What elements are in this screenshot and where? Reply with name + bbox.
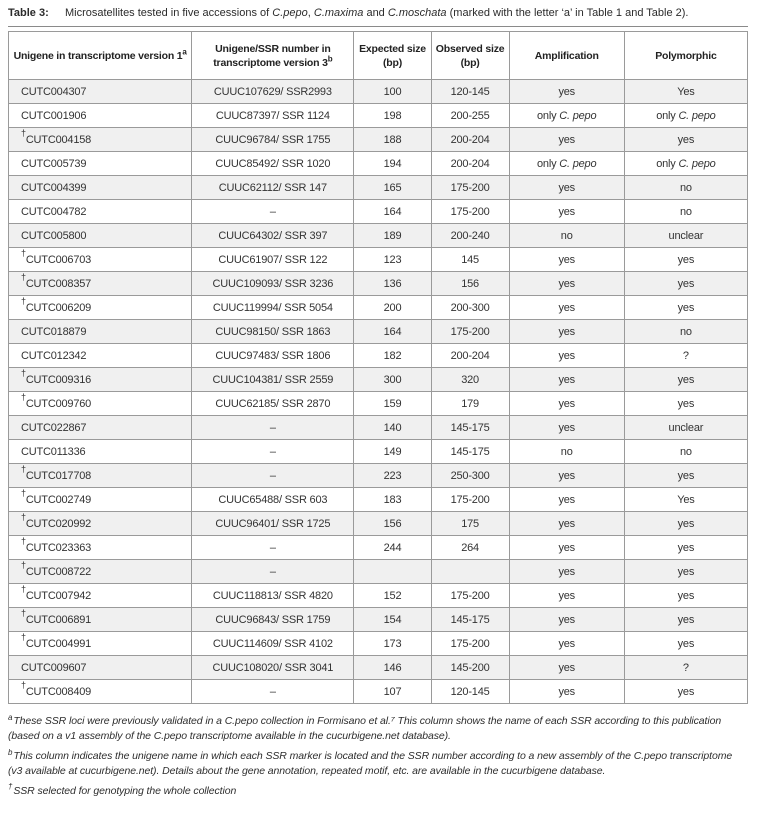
cell-unigene-ssr-v3: – [192, 440, 354, 464]
cell-amplification: no [509, 440, 624, 464]
cell-observed-size: 175 [431, 512, 509, 536]
cell-expected-size: 140 [354, 416, 431, 440]
cell-amplification: yes [509, 656, 624, 680]
table-row [9, 464, 748, 488]
table-row [9, 440, 748, 464]
cell-unigene-ssr-v3: – [192, 416, 354, 440]
cell-unigene-v1: †CUTC008357 [9, 272, 192, 296]
cell-polymorphic: yes [624, 560, 747, 584]
cell-amplification: no [509, 224, 624, 248]
cell-polymorphic: Yes [624, 488, 747, 512]
cell-unigene-v1: CUTC005800 [9, 224, 192, 248]
cell-unigene-ssr-v3: CUUC98150/ SSR 1863 [192, 320, 354, 344]
cell-unigene-ssr-v3: CUUC108020/ SSR 3041 [192, 656, 354, 680]
cell-observed-size: 120-145 [431, 680, 509, 704]
cell-observed-size: 200-240 [431, 224, 509, 248]
table-row [9, 296, 748, 320]
table-row [9, 224, 748, 248]
cell-polymorphic: only C. pepo [624, 104, 747, 128]
column-header-3: Observed size (bp) [431, 32, 509, 80]
cell-polymorphic: yes [624, 632, 747, 656]
cell-unigene-v1: CUTC004307 [9, 80, 192, 104]
cell-unigene-v1: †CUTC006209 [9, 296, 192, 320]
table-row [9, 176, 748, 200]
cell-amplification: yes [509, 464, 624, 488]
header-row [9, 32, 748, 80]
cell-expected-size: 194 [354, 152, 431, 176]
table-row [9, 344, 748, 368]
double-rule [8, 26, 748, 29]
cell-unigene-ssr-v3: CUUC62185/ SSR 2870 [192, 392, 354, 416]
table-row [9, 512, 748, 536]
cell-observed-size: 175-200 [431, 488, 509, 512]
table-row [9, 416, 748, 440]
cell-unigene-v1: CUTC012342 [9, 344, 192, 368]
cell-observed-size: 156 [431, 272, 509, 296]
cell-unigene-v1: †CUTC023363 [9, 536, 192, 560]
column-header-0: Unigene in transcriptome version 1$^a$ [9, 32, 192, 80]
cell-expected-size: 165 [354, 176, 431, 200]
cell-unigene-ssr-v3: CUUC61907/ SSR 122 [192, 248, 354, 272]
table-row [9, 200, 748, 224]
cell-polymorphic: yes [624, 272, 747, 296]
cell-observed-size: 200-300 [431, 296, 509, 320]
column-header-5: Polymorphic [624, 32, 747, 80]
cell-polymorphic: no [624, 200, 747, 224]
cell-observed-size: 320 [431, 368, 509, 392]
cell-unigene-ssr-v3: CUUC109093/ SSR 3236 [192, 272, 354, 296]
table-row [9, 680, 748, 704]
cell-observed-size: 145-175 [431, 416, 509, 440]
table-row [9, 584, 748, 608]
cell-observed-size: 145 [431, 248, 509, 272]
cell-unigene-v1: †CUTC020992 [9, 512, 192, 536]
cell-amplification: yes [509, 392, 624, 416]
cell-amplification: yes [509, 512, 624, 536]
cell-amplification: yes [509, 344, 624, 368]
footnote-b: $^b$This column indicates the unigene name in which each SSR marker is located and the SSR number according to a new assembly of the C.pepo transcriptome (v3 available at cucurbigene.net). Details about the gene annotation, repeated motif, etc. are available in the cucurbigene database. [8, 747, 733, 778]
cell-amplification: yes [509, 248, 624, 272]
cell-polymorphic: unclear [624, 416, 747, 440]
cell-observed-size: 145-175 [431, 440, 509, 464]
cell-unigene-ssr-v3: CUUC107629/ SSR2993 [192, 80, 354, 104]
cell-unigene-ssr-v3: – [192, 680, 354, 704]
cell-unigene-v1: CUTC005739 [9, 152, 192, 176]
cell-unigene-v1: CUTC018879 [9, 320, 192, 344]
cell-polymorphic: yes [624, 296, 747, 320]
cell-observed-size: 145-200 [431, 656, 509, 680]
cell-unigene-ssr-v3: CUUC65488/ SSR 603 [192, 488, 354, 512]
cell-expected-size: 136 [354, 272, 431, 296]
cell-unigene-ssr-v3: CUUC96843/ SSR 1759 [192, 608, 354, 632]
cell-unigene-ssr-v3: – [192, 200, 354, 224]
cell-polymorphic: yes [624, 608, 747, 632]
cell-unigene-v1: CUTC009607 [9, 656, 192, 680]
cell-polymorphic: yes [624, 392, 747, 416]
cell-polymorphic: no [624, 320, 747, 344]
cell-polymorphic: yes [624, 536, 747, 560]
cell-unigene-ssr-v3: CUUC104381/ SSR 2559 [192, 368, 354, 392]
cell-polymorphic: ? [624, 344, 747, 368]
table-row [9, 104, 748, 128]
cell-amplification: yes [509, 680, 624, 704]
cell-unigene-v1: †CUTC017708 [9, 464, 192, 488]
cell-expected-size: 200 [354, 296, 431, 320]
cell-expected-size: 146 [354, 656, 431, 680]
table-row [9, 560, 748, 584]
cell-polymorphic: yes [624, 248, 747, 272]
cell-observed-size [431, 560, 509, 584]
cell-amplification: yes [509, 488, 624, 512]
cell-amplification: only C. pepo [509, 104, 624, 128]
table-row [9, 656, 748, 680]
cell-expected-size: 183 [354, 488, 431, 512]
cell-expected-size: 300 [354, 368, 431, 392]
cell-amplification: yes [509, 608, 624, 632]
cell-unigene-v1: CUTC011336 [9, 440, 192, 464]
column-header-2: Expected size (bp) [354, 32, 431, 80]
column-header-4: Amplification [509, 32, 624, 80]
cell-unigene-v1: †CUTC004991 [9, 632, 192, 656]
cell-unigene-v1: CUTC001906 [9, 104, 192, 128]
cell-amplification: yes [509, 128, 624, 152]
cell-expected-size: 100 [354, 80, 431, 104]
table-row [9, 248, 748, 272]
cell-polymorphic: ? [624, 656, 747, 680]
cell-unigene-v1: †CUTC006703 [9, 248, 192, 272]
cell-polymorphic: yes [624, 464, 747, 488]
cell-observed-size: 200-204 [431, 152, 509, 176]
cell-expected-size: 164 [354, 200, 431, 224]
cell-expected-size [354, 560, 431, 584]
cell-observed-size: 250-300 [431, 464, 509, 488]
cell-unigene-ssr-v3: CUUC96401/ SSR 1725 [192, 512, 354, 536]
cell-observed-size: 200-204 [431, 128, 509, 152]
cell-unigene-v1: †CUTC009760 [9, 392, 192, 416]
cell-polymorphic: Yes [624, 80, 747, 104]
cell-unigene-v1: †CUTC002749 [9, 488, 192, 512]
cell-unigene-ssr-v3: CUUC64302/ SSR 397 [192, 224, 354, 248]
cell-amplification: yes [509, 200, 624, 224]
cell-expected-size: 152 [354, 584, 431, 608]
table-row [9, 272, 748, 296]
cell-observed-size: 175-200 [431, 584, 509, 608]
cell-polymorphic: no [624, 440, 747, 464]
cell-unigene-ssr-v3: CUUC114609/ SSR 4102 [192, 632, 354, 656]
microsatellites-table [8, 31, 748, 704]
cell-amplification: yes [509, 176, 624, 200]
table-title-row [8, 6, 748, 20]
cell-polymorphic: yes [624, 584, 747, 608]
cell-expected-size: 154 [354, 608, 431, 632]
cell-unigene-v1: †CUTC007942 [9, 584, 192, 608]
table-row [9, 80, 748, 104]
cell-polymorphic: unclear [624, 224, 747, 248]
cell-observed-size: 175-200 [431, 176, 509, 200]
cell-unigene-v1: CUTC022867 [9, 416, 192, 440]
cell-amplification: yes [509, 584, 624, 608]
table-row [9, 368, 748, 392]
table-body [9, 80, 748, 704]
cell-amplification: yes [509, 368, 624, 392]
cell-observed-size: 175-200 [431, 632, 509, 656]
cell-amplification: yes [509, 272, 624, 296]
cell-expected-size: 164 [354, 320, 431, 344]
cell-unigene-ssr-v3: CUUC119994/ SSR 5054 [192, 296, 354, 320]
table-row [9, 536, 748, 560]
cell-expected-size: 182 [354, 344, 431, 368]
cell-unigene-ssr-v3: – [192, 560, 354, 584]
cell-polymorphic: yes [624, 512, 747, 536]
cell-expected-size: 123 [354, 248, 431, 272]
cell-expected-size: 156 [354, 512, 431, 536]
cell-unigene-ssr-v3: CUUC118813/ SSR 4820 [192, 584, 354, 608]
cell-unigene-v1: †CUTC008722 [9, 560, 192, 584]
table-row [9, 320, 748, 344]
cell-unigene-ssr-v3: CUUC97483/ SSR 1806 [192, 344, 354, 368]
table-label: Table 3: [8, 7, 49, 19]
table-row [9, 488, 748, 512]
cell-unigene-v1: CUTC004782 [9, 200, 192, 224]
cell-expected-size: 198 [354, 104, 431, 128]
cell-observed-size: 175-200 [431, 200, 509, 224]
cell-unigene-ssr-v3: CUUC96784/ SSR 1755 [192, 128, 354, 152]
cell-amplification: yes [509, 536, 624, 560]
table-caption: Microsatellites tested in five accessions of C.pepo, C.maxima and C.moschata (marked with the letter ‘a’ in Table 1 and Table 2). [65, 7, 689, 19]
cell-observed-size: 200-204 [431, 344, 509, 368]
table-row [9, 392, 748, 416]
cell-unigene-v1: †CUTC008409 [9, 680, 192, 704]
cell-amplification: yes [509, 560, 624, 584]
cell-amplification: only C. pepo [509, 152, 624, 176]
cell-amplification: yes [509, 416, 624, 440]
cell-unigene-ssr-v3: CUUC62112/ SSR 147 [192, 176, 354, 200]
cell-expected-size: 173 [354, 632, 431, 656]
cell-observed-size: 179 [431, 392, 509, 416]
cell-amplification: yes [509, 632, 624, 656]
cell-unigene-ssr-v3: CUUC85492/ SSR 1020 [192, 152, 354, 176]
cell-unigene-v1: †CUTC009316 [9, 368, 192, 392]
table-header [9, 32, 748, 80]
cell-expected-size: 244 [354, 536, 431, 560]
cell-observed-size: 200-255 [431, 104, 509, 128]
cell-polymorphic: yes [624, 368, 747, 392]
cell-expected-size: 107 [354, 680, 431, 704]
cell-observed-size: 145-175 [431, 608, 509, 632]
cell-amplification: yes [509, 320, 624, 344]
cell-polymorphic: yes [624, 680, 747, 704]
cell-expected-size: 223 [354, 464, 431, 488]
cell-expected-size: 149 [354, 440, 431, 464]
column-header-1: Unigene/SSR number in transcriptome version 3$^b$ [192, 32, 354, 80]
footnotes [8, 714, 748, 799]
cell-unigene-v1: †CUTC004158 [9, 128, 192, 152]
cell-unigene-ssr-v3: – [192, 536, 354, 560]
cell-expected-size: 188 [354, 128, 431, 152]
cell-expected-size: 189 [354, 224, 431, 248]
footnote-a: $^a$These SSR loci were previously validated in a C.pepo collection in Formisano et al.⁷ This column shows the name of each SSR according to this publication (based on a v1 assembly of the C.pepo transcriptome available in the cucurbigene.net database). [8, 712, 722, 743]
footnote-†: †SSR selected for genotyping the whole collection [8, 782, 237, 797]
cell-observed-size: 175-200 [431, 320, 509, 344]
table-row [9, 152, 748, 176]
cell-unigene-v1: CUTC004399 [9, 176, 192, 200]
cell-observed-size: 120-145 [431, 80, 509, 104]
cell-unigene-v1: †CUTC006891 [9, 608, 192, 632]
cell-amplification: yes [509, 80, 624, 104]
cell-polymorphic: only C. pepo [624, 152, 747, 176]
cell-expected-size: 159 [354, 392, 431, 416]
cell-polymorphic: yes [624, 128, 747, 152]
table-row [9, 608, 748, 632]
cell-polymorphic: no [624, 176, 747, 200]
table-row [9, 128, 748, 152]
cell-observed-size: 264 [431, 536, 509, 560]
cell-unigene-ssr-v3: – [192, 464, 354, 488]
cell-amplification: yes [509, 296, 624, 320]
table-row [9, 632, 748, 656]
cell-unigene-ssr-v3: CUUC87397/ SSR 1124 [192, 104, 354, 128]
